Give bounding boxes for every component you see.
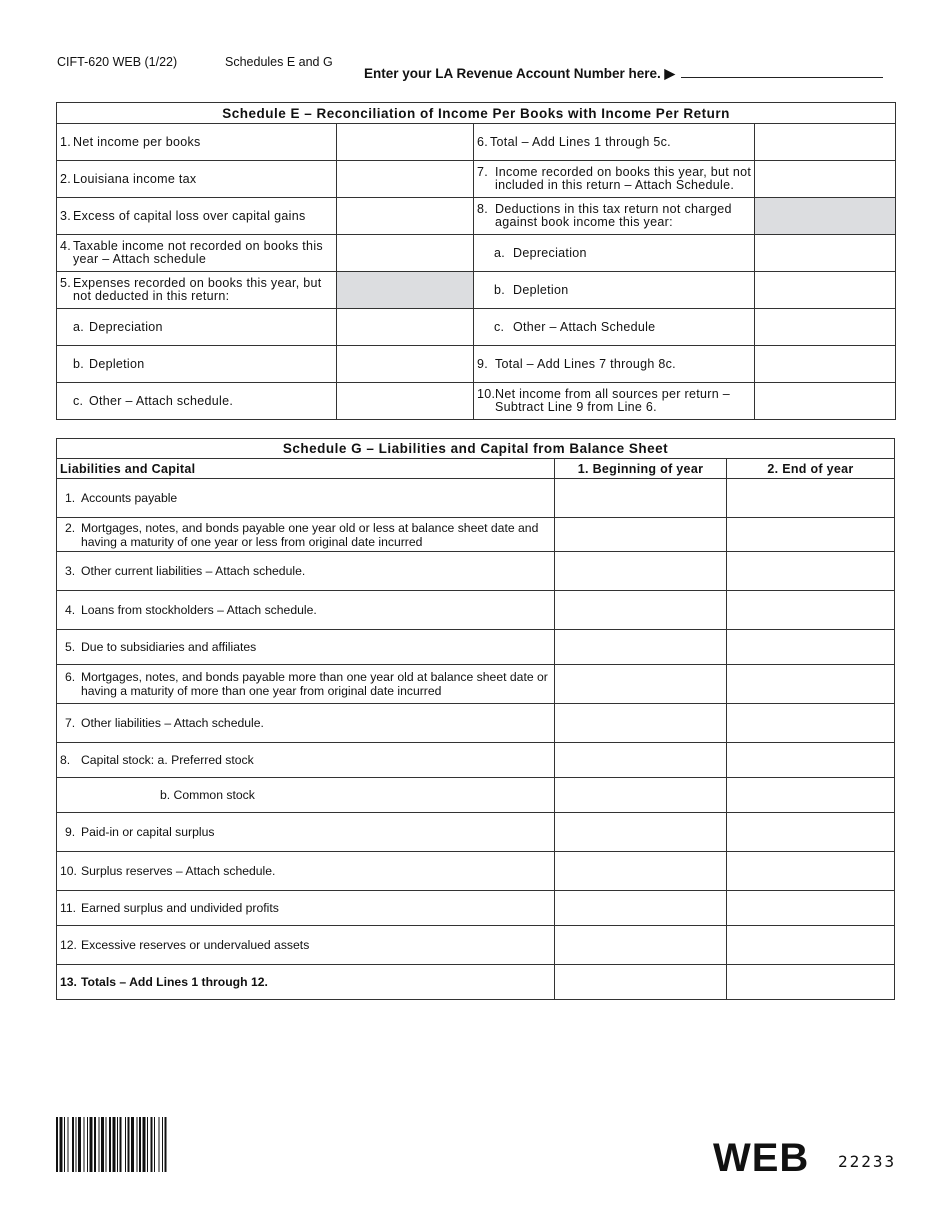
line-label: Net income per books bbox=[73, 134, 201, 149]
line-label: Excess of capital loss over capital gains bbox=[73, 208, 306, 223]
beginning-amount[interactable] bbox=[555, 665, 727, 704]
account-number-field[interactable] bbox=[681, 67, 883, 78]
line-label: Loans from stockholders – Attach schedule. bbox=[81, 603, 317, 617]
end-amount[interactable] bbox=[727, 926, 895, 965]
table-row bbox=[57, 518, 895, 552]
line-7-amount[interactable] bbox=[755, 161, 896, 198]
schedules-title: Schedules E and G bbox=[225, 55, 333, 69]
line-label: Louisiana income tax bbox=[73, 171, 197, 186]
line-number: 5. bbox=[60, 276, 72, 290]
account-prompt-label: Enter your LA Revenue Account Number here. ▶ bbox=[364, 66, 675, 81]
line-number: 7. bbox=[65, 716, 76, 730]
line-6-amount[interactable] bbox=[755, 124, 896, 161]
table-row bbox=[57, 630, 895, 665]
line-label: Surplus reserves – Attach schedule. bbox=[81, 864, 276, 878]
liabilities-column-header: Liabilities and Capital bbox=[57, 459, 555, 479]
line-5b-amount[interactable] bbox=[337, 346, 474, 383]
beginning-amount[interactable] bbox=[555, 852, 727, 891]
line-number: 1. bbox=[65, 491, 76, 505]
line-label: Accounts payable bbox=[81, 491, 178, 505]
schedule-e-table bbox=[56, 102, 896, 420]
totals-row bbox=[57, 965, 895, 1000]
line-number: 11. bbox=[60, 901, 77, 915]
web-mark: WEB bbox=[713, 1136, 810, 1180]
beginning-amount[interactable] bbox=[555, 743, 727, 778]
line-1-amount[interactable] bbox=[337, 124, 474, 161]
line-number: 7. bbox=[477, 165, 489, 179]
line-number: 9. bbox=[477, 356, 489, 371]
line-number: 4. bbox=[65, 603, 76, 617]
table-row bbox=[57, 479, 895, 518]
beginning-amount[interactable] bbox=[555, 591, 727, 630]
schedule-e-row bbox=[57, 309, 896, 346]
schedule-e-row bbox=[57, 235, 896, 272]
table-row bbox=[57, 591, 895, 630]
line-label: Other – Attach schedule. bbox=[89, 393, 234, 408]
line-number: 2. bbox=[60, 171, 72, 186]
schedule-e-row bbox=[57, 383, 896, 420]
beginning-amount[interactable] bbox=[555, 479, 727, 518]
schedule-e-row bbox=[57, 198, 896, 235]
line-number: 9. bbox=[65, 825, 76, 839]
line-number: 2. bbox=[65, 520, 76, 535]
line-number: 1. bbox=[60, 134, 72, 149]
end-amount[interactable] bbox=[727, 630, 895, 665]
line-label: Mortgages, notes, and bonds payable more than one year old at balance sheet date or having a maturity of more than one year from original date incurred bbox=[81, 670, 548, 698]
line-number: c. bbox=[494, 319, 505, 334]
beginning-amount[interactable] bbox=[555, 518, 727, 552]
line-number: b. bbox=[73, 356, 85, 371]
beginning-total[interactable] bbox=[555, 965, 727, 1000]
table-row bbox=[57, 891, 895, 926]
beginning-amount[interactable] bbox=[555, 926, 727, 965]
table-row bbox=[57, 926, 895, 965]
line-8b-amount[interactable] bbox=[755, 272, 896, 309]
line-number: a. bbox=[73, 319, 85, 334]
line-10-amount[interactable] bbox=[755, 383, 896, 420]
line-8a-amount[interactable] bbox=[755, 235, 896, 272]
line-number: 3. bbox=[60, 208, 72, 223]
line-8c-amount[interactable] bbox=[755, 309, 896, 346]
schedule-e-row bbox=[57, 346, 896, 383]
end-amount[interactable] bbox=[727, 852, 895, 891]
line-label: Totals – Add Lines 1 through 12. bbox=[81, 975, 268, 989]
line-3-amount[interactable] bbox=[337, 198, 474, 235]
line-4-amount[interactable] bbox=[337, 235, 474, 272]
line-label: Depletion bbox=[513, 282, 569, 297]
line-number: 8. bbox=[60, 753, 71, 767]
beginning-amount[interactable] bbox=[555, 630, 727, 665]
line-label: Mortgages, notes, and bonds payable one year old or less at balance sheet date and having a maturity of one year or less from original date incurred bbox=[81, 520, 539, 549]
end-amount[interactable] bbox=[727, 813, 895, 852]
beginning-of-year-header: 1. Beginning of year bbox=[555, 459, 727, 479]
schedule-g-table bbox=[56, 438, 895, 1000]
barcode-icon bbox=[56, 1117, 230, 1172]
line-number: 12. bbox=[60, 938, 77, 952]
account-number-prompt bbox=[364, 66, 883, 82]
line-8-shaded-cell bbox=[755, 198, 896, 235]
line-label: Income recorded on books this year, but not included in this return – Attach Schedule. bbox=[495, 165, 752, 192]
end-amount[interactable] bbox=[727, 778, 895, 813]
line-number: 6. bbox=[65, 670, 76, 684]
line-5-shaded-cell bbox=[337, 272, 474, 309]
schedule-e-row bbox=[57, 161, 896, 198]
line-label: Excessive reserves or undervalued assets bbox=[81, 938, 310, 952]
line-number: 8. bbox=[477, 202, 489, 216]
end-amount[interactable] bbox=[727, 891, 895, 926]
line-number: a. bbox=[494, 245, 506, 260]
beginning-amount[interactable] bbox=[555, 778, 727, 813]
line-label: Capital stock: a. Preferred stock bbox=[81, 753, 254, 767]
table-row bbox=[57, 665, 895, 704]
line-label: Taxable income not recorded on books this year – Attach schedule bbox=[73, 239, 323, 266]
line-label: b. Common stock bbox=[160, 788, 255, 802]
beginning-amount[interactable] bbox=[555, 704, 727, 743]
table-row bbox=[57, 704, 895, 743]
line-label: Depreciation bbox=[513, 245, 587, 260]
line-label: Depreciation bbox=[89, 319, 163, 334]
line-label: Total – Add Lines 1 through 5c. bbox=[490, 134, 671, 149]
line-label: Other – Attach Schedule bbox=[513, 319, 656, 334]
line-9-amount[interactable] bbox=[755, 346, 896, 383]
line-2-amount[interactable] bbox=[337, 161, 474, 198]
line-label: Expenses recorded on books this year, but not deducted in this return: bbox=[73, 276, 322, 303]
end-amount[interactable] bbox=[727, 665, 895, 704]
table-row bbox=[57, 852, 895, 891]
table-row bbox=[57, 813, 895, 852]
line-number: 10. bbox=[477, 387, 496, 401]
schedule-e-row bbox=[57, 272, 896, 309]
beginning-amount[interactable] bbox=[555, 891, 727, 926]
end-amount[interactable] bbox=[727, 552, 895, 591]
end-of-year-header: 2. End of year bbox=[727, 459, 895, 479]
line-5c-amount[interactable] bbox=[337, 383, 474, 420]
schedule-g-title: Schedule G – Liabilities and Capital from Balance Sheet bbox=[57, 439, 895, 459]
end-amount[interactable] bbox=[727, 591, 895, 630]
end-amount[interactable] bbox=[727, 479, 895, 518]
line-number: 13. bbox=[60, 975, 77, 989]
line-label: Paid-in or capital surplus bbox=[81, 825, 215, 839]
line-number: 4. bbox=[60, 239, 72, 253]
line-label: Total – Add Lines 7 through 8c. bbox=[495, 356, 676, 371]
line-label: Deductions in this tax return not charged against book income this year: bbox=[495, 202, 732, 229]
end-amount[interactable] bbox=[727, 704, 895, 743]
table-row bbox=[57, 743, 895, 778]
line-label: Depletion bbox=[89, 356, 145, 371]
schedule-e-title: Schedule E – Reconciliation of Income Per Books with Income Per Return bbox=[57, 103, 896, 124]
end-total[interactable] bbox=[727, 965, 895, 1000]
line-number: b. bbox=[494, 282, 506, 297]
beginning-amount[interactable] bbox=[555, 552, 727, 591]
line-label: Other liabilities – Attach schedule. bbox=[81, 716, 264, 730]
line-number: 5. bbox=[65, 640, 76, 654]
line-label: Net income from all sources per return – Subtract Line 9 from Line 6. bbox=[495, 387, 731, 414]
line-number: c. bbox=[73, 393, 84, 408]
line-label: Due to subsidiaries and affiliates bbox=[81, 640, 257, 654]
line-label: Other current liabilities – Attach schedule. bbox=[81, 564, 306, 578]
table-row bbox=[57, 552, 895, 591]
line-number: 6. bbox=[477, 134, 489, 149]
end-amount[interactable] bbox=[727, 518, 895, 552]
end-amount[interactable] bbox=[727, 743, 895, 778]
line-label: Earned surplus and undivided profits bbox=[81, 901, 279, 915]
schedule-e-row bbox=[57, 124, 896, 161]
line-5a-amount[interactable] bbox=[337, 309, 474, 346]
form-id: CIFT-620 WEB (1/22) bbox=[57, 55, 178, 69]
beginning-amount[interactable] bbox=[555, 813, 727, 852]
line-number: 10. bbox=[60, 864, 77, 878]
form-number: 22233 bbox=[838, 1152, 897, 1171]
line-number: 3. bbox=[65, 564, 76, 578]
table-row bbox=[57, 778, 895, 813]
